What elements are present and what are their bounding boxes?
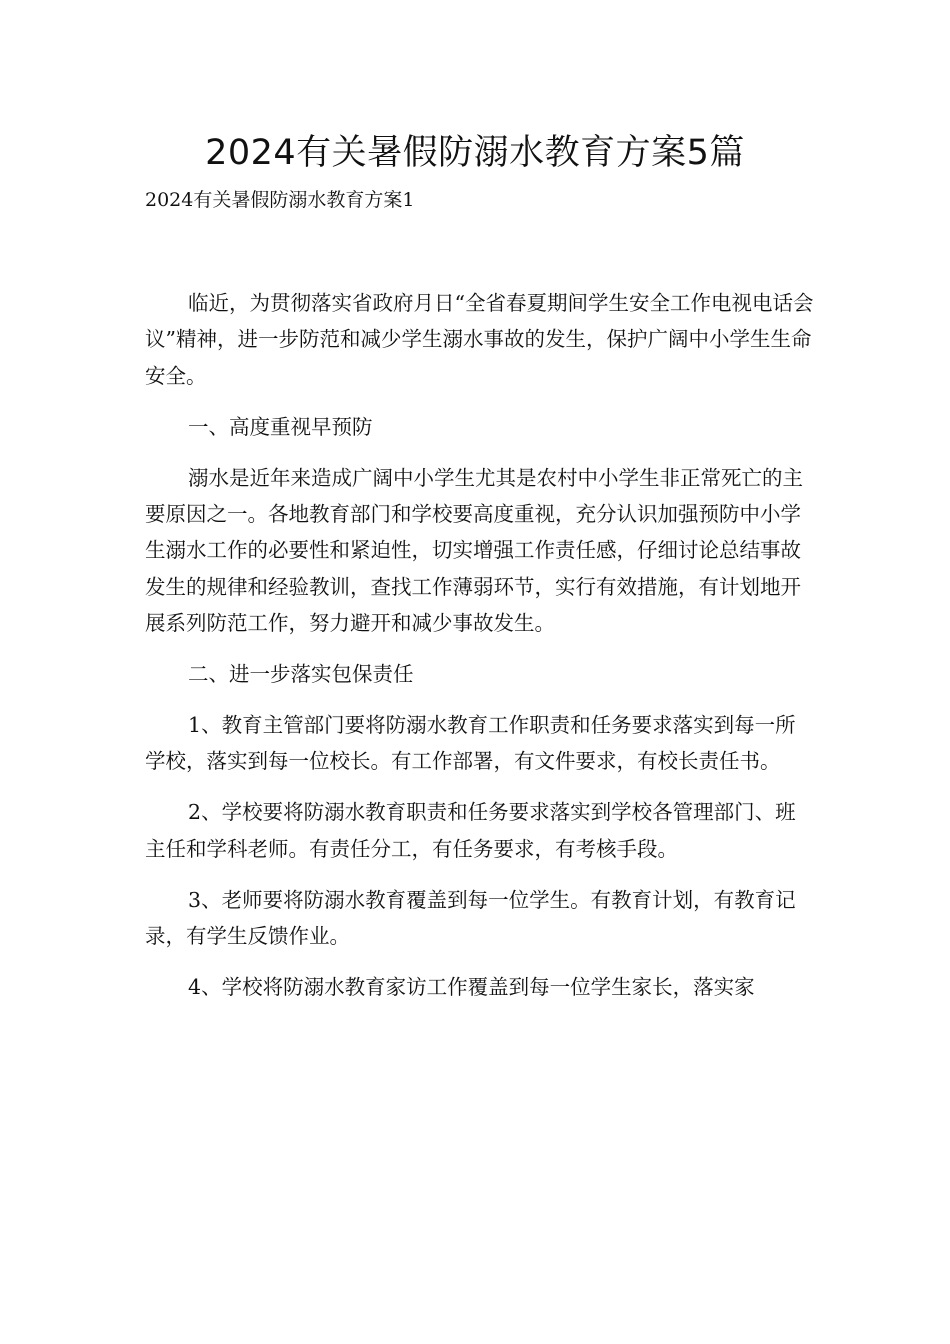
paragraph-intro: 临近，为贯彻落实省政府月日“全省春夏期间学生安全工作电视电话会议”精神，进一步防范和减少学生溺水事故的发生，保护广阔中小学生生命安全。 [145, 291, 814, 388]
document-body [145, 285, 815, 1020]
section-heading-2: 二、进一步落实包保责任 [188, 662, 414, 687]
paragraph-section-1: 溺水是近年来造成广阔中小学生尤其是农村中小学生非正常死亡的主要原因之一。各地教育部门和学校要高度重视，充分认识加强预防中小学生溺水工作的必要性和紧迫性，切实增强工作责任感，仔细讨论总结事故发生的规律和经验教训，查找工作薄弱环节，实行有效措施，有计划地开展系列防范工作，努力避开和减少事故发生。 [145, 465, 804, 636]
list-item-1: 1、教育主管部门要将防溺水教育工作职责和任务要求落实到每一所学校，落实到每一位校长。有工作部署，有文件要求，有校长责任书。 [145, 713, 796, 774]
section-heading-1: 一、高度重视早预防 [188, 414, 373, 439]
list-item-4: 4、学校将防溺水教育家访工作覆盖到每一位学生家长，落实家 [188, 975, 755, 999]
list-item-3: 3、老师要将防溺水教育覆盖到每一位学生。有教育计划，有教育记录，有学生反馈作业。 [145, 887, 796, 949]
section-subtitle: 2024有关暑假防溺水教育方案1 [145, 189, 415, 211]
list-item-2: 2、学校要将防溺水教育职责和任务要求落实到学校各管理部门、班主任和学科老师。有责任分工，有任务要求，有考核手段。 [145, 800, 796, 861]
document-title: 2024有关暑假防溺水教育方案5篇 [205, 133, 745, 173]
